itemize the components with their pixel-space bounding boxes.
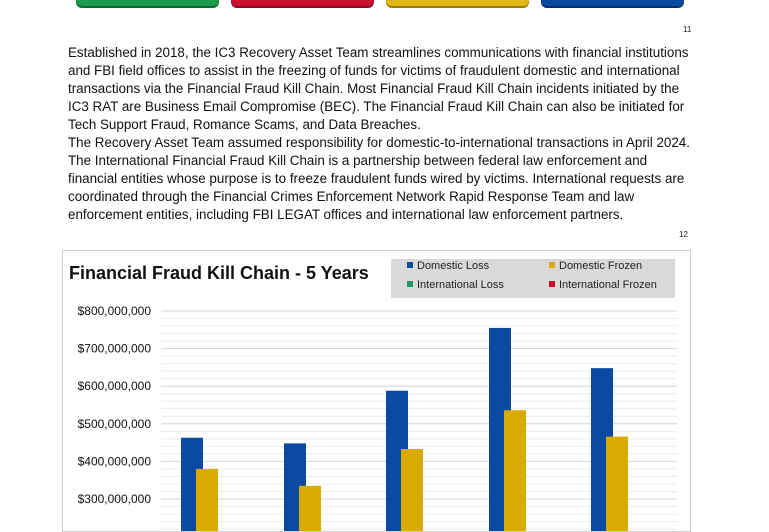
y-tick-label: $500,000,000 bbox=[77, 416, 151, 431]
y-tick-label: $600,000,000 bbox=[77, 379, 151, 394]
y-tick-label: $400,000,000 bbox=[77, 454, 151, 469]
header-tab-green bbox=[76, 0, 219, 6]
bar-domestic-frozen bbox=[299, 486, 321, 531]
paragraph-international-chain: The Recovery Asset Team assumed responsibility for domestic-to-international transactions in April 2024. The International Financial Fraud Kill Chain is a partnership between federal law enforcement and financial entities whose purpose is to freeze fraudulent funds wired by victims. International requests are coordinated through the Financial Crimes Enforcement Network Rapid Response Team and law enforcement entities, including FBI LEGAT offices and international law enforcement partners. bbox=[68, 135, 690, 222]
bar-domestic-frozen bbox=[606, 437, 628, 531]
bar-domestic-frozen bbox=[401, 449, 423, 531]
header-tab-red bbox=[231, 0, 374, 6]
footnote-number-11: 11 bbox=[683, 25, 692, 34]
y-axis-ticks bbox=[78, 304, 152, 506]
chart-container bbox=[62, 250, 691, 532]
legend-label: International Frozen bbox=[559, 279, 657, 291]
legend-label: International Loss bbox=[417, 279, 504, 291]
header-tab-blue bbox=[541, 0, 684, 6]
chart-title: Financial Fraud Kill Chain - 5 Years bbox=[69, 263, 369, 283]
y-tick-label: $700,000,000 bbox=[77, 341, 151, 356]
legend-swatch bbox=[407, 281, 413, 287]
bar-domestic-frozen bbox=[504, 410, 526, 531]
legend-swatch bbox=[549, 262, 555, 268]
y-tick-label: $800,000,000 bbox=[77, 304, 151, 318]
bar-domestic-frozen bbox=[196, 469, 218, 531]
header-tab-yellow bbox=[386, 0, 529, 6]
paragraph-rat-intro: Established in 2018, the IC3 Recovery Asset Team streamlines communications with financial institutions and FBI field offices to assist in the freezing of funds for victims of fraudulent domestic and international transactions via the Financial Fraud Kill Chain. Most Financial Fraud Kill Chain incidents initiated by the IC3 RAT are Business Email Compromise (BEC). The Financial Fraud Kill Chain can also be initiated for Tech Support Fraud, Romance Scams, and Data Breaches. bbox=[68, 45, 689, 132]
legend-swatch bbox=[407, 262, 413, 268]
legend-label: Domestic Loss bbox=[417, 260, 490, 272]
bar-series bbox=[181, 328, 628, 531]
bar-chart bbox=[63, 251, 690, 531]
legend-swatch bbox=[549, 281, 555, 287]
legend-label: Domestic Frozen bbox=[559, 260, 643, 272]
footnote-number-12: 12 bbox=[679, 230, 688, 239]
y-tick-label: $300,000,000 bbox=[77, 492, 151, 506]
